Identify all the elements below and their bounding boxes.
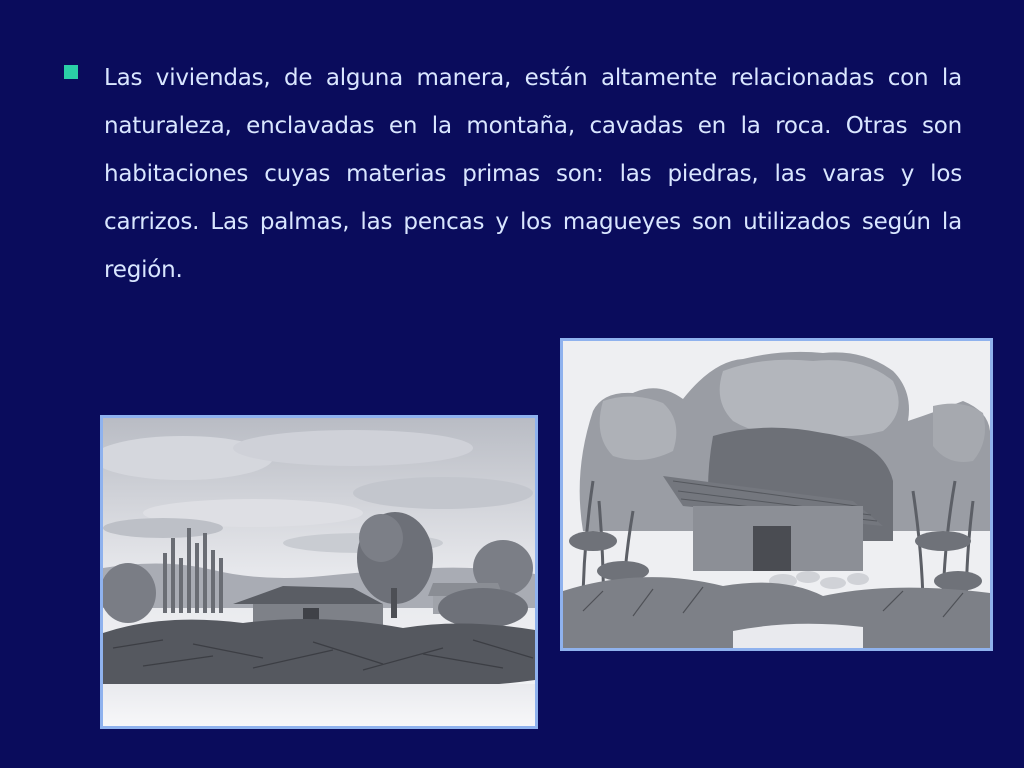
rural-house-photo-illustration <box>103 418 535 726</box>
bullet-text: Las viviendas, de alguna manera, están altamente relacionadas con la naturaleza, enclavadas en la montaña, cavadas en la roca. Otras son habitaciones cuyas materias primas son: las piedras, las varas y los carrizos. Las palmas, las pencas y los magueyes son utilizados según la región. <box>104 65 962 283</box>
photo-rock-dwelling <box>560 338 993 651</box>
rock-dwelling-photo-illustration <box>563 341 990 648</box>
square-bullet-icon <box>64 65 78 79</box>
photo-rural-house <box>100 415 538 729</box>
